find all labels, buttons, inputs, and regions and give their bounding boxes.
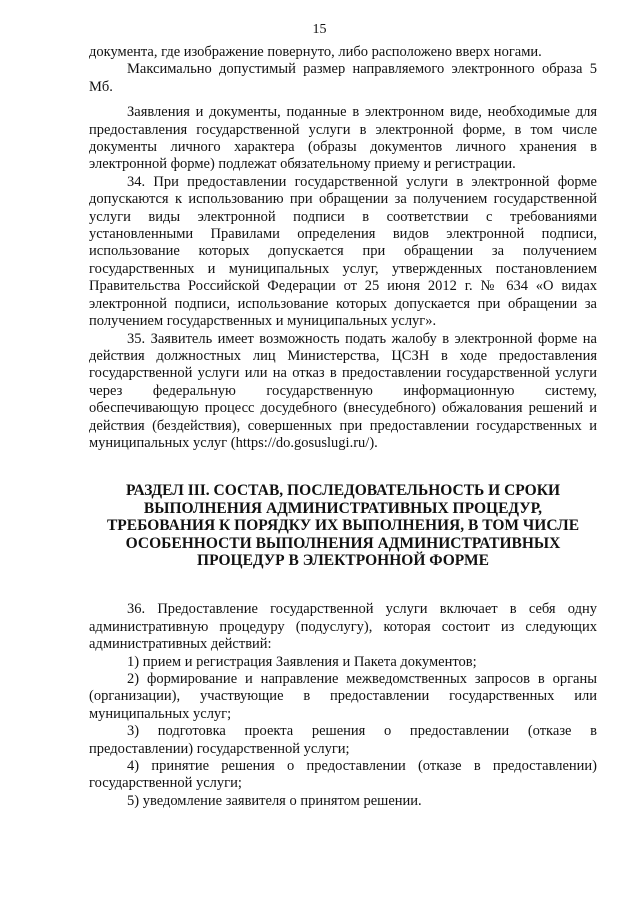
paragraph-34: 34. При предоставлении государственной услуги в электронной форме допускаются к использованию при обращении за получением государственной услуги виды электронной подписи в соответствии с требованиями установленными Правилами определения видов электронной подписи, использование которых допускается при обращении за получением государственных и муниципальных услуг, утвержденных постановлением Правительства Российской Федерации от 25 июня 2012 г. № 634 «О видах электронной подписи, использование которых допускается при обращении за получением государственных и муниципальных услуг». (89, 173, 597, 330)
paragraph-max-size: Максимально допустимый размер направляемого электронного образа 5 Мб. (89, 61, 597, 95)
list-item-2: 2) формирование и направление межведомственных запросов в органы (организации), участвующие в предоставлении государственных или муниципальных услуг; (89, 671, 597, 722)
paragraph-36: 36. Предоставление государственной услуги включает в себя одну административную процедуру (подуслугу), которая состоит из следующих административных действий: (89, 601, 597, 653)
list-item-5: 5) уведомление заявителя о принятом решении. (127, 792, 422, 809)
paragraph-electronic-documents: Заявления и документы, поданные в электронном виде, необходимые для предоставления государственной услуги в электронной форме, в том числе документы личного характера (образы документов личного хранения в электронной форме) подлежат обязательному приему и регистрации. (89, 104, 597, 173)
list-item-4: 4) принятие решения о предоставлении (отказе в предоставлении) государственной услуги; (89, 758, 597, 792)
paragraph-continuation: документа, где изображение повернуто, либо расположено вверх ногами. (89, 44, 542, 60)
section-heading: РАЗДЕЛ III. СОСТАВ, ПОСЛЕДОВАТЕЛЬНОСТЬ И СРОКИ ВЫПОЛНЕНИЯ АДМИНИСТРАТИВНЫХ ПРОЦЕДУР, ТРЕБОВАНИЯ К ПОРЯДКУ ИХ ВЫПОЛНЕНИЯ, В ТОМ ЧИСЛЕ ОСОБЕННОСТИ ВЫПОЛНЕНИЯ АДМИНИСТРАТИВНЫХ ПРОЦЕДУР В ЭЛЕКТРОННОЙ ФОРМЕ (106, 482, 580, 569)
page-number: 15 (312, 22, 327, 37)
list-item-1: 1) прием и регистрация Заявления и Пакета документов; (127, 653, 477, 670)
paragraph-35: 35. Заявитель имеет возможность подать жалобу в электронной форме на действия должностных лиц Министерства, ЦСЗН в ходе предоставления государственной услуги или на отказ в предоставлении государственной услуги через федеральную государственную информационную систему, обеспечивающую процесс досудебного (внесудебного) обжалования решений и действия (бездействия), совершенных при предоставлении государственных и муниципальных услуг (https://do.gosuslugi.ru/). (89, 330, 597, 451)
document-body (89, 44, 597, 810)
list-item-3: 3) подготовка проекта решения о предоставлении (отказе в предоставлении) государственной услуги; (89, 723, 597, 757)
